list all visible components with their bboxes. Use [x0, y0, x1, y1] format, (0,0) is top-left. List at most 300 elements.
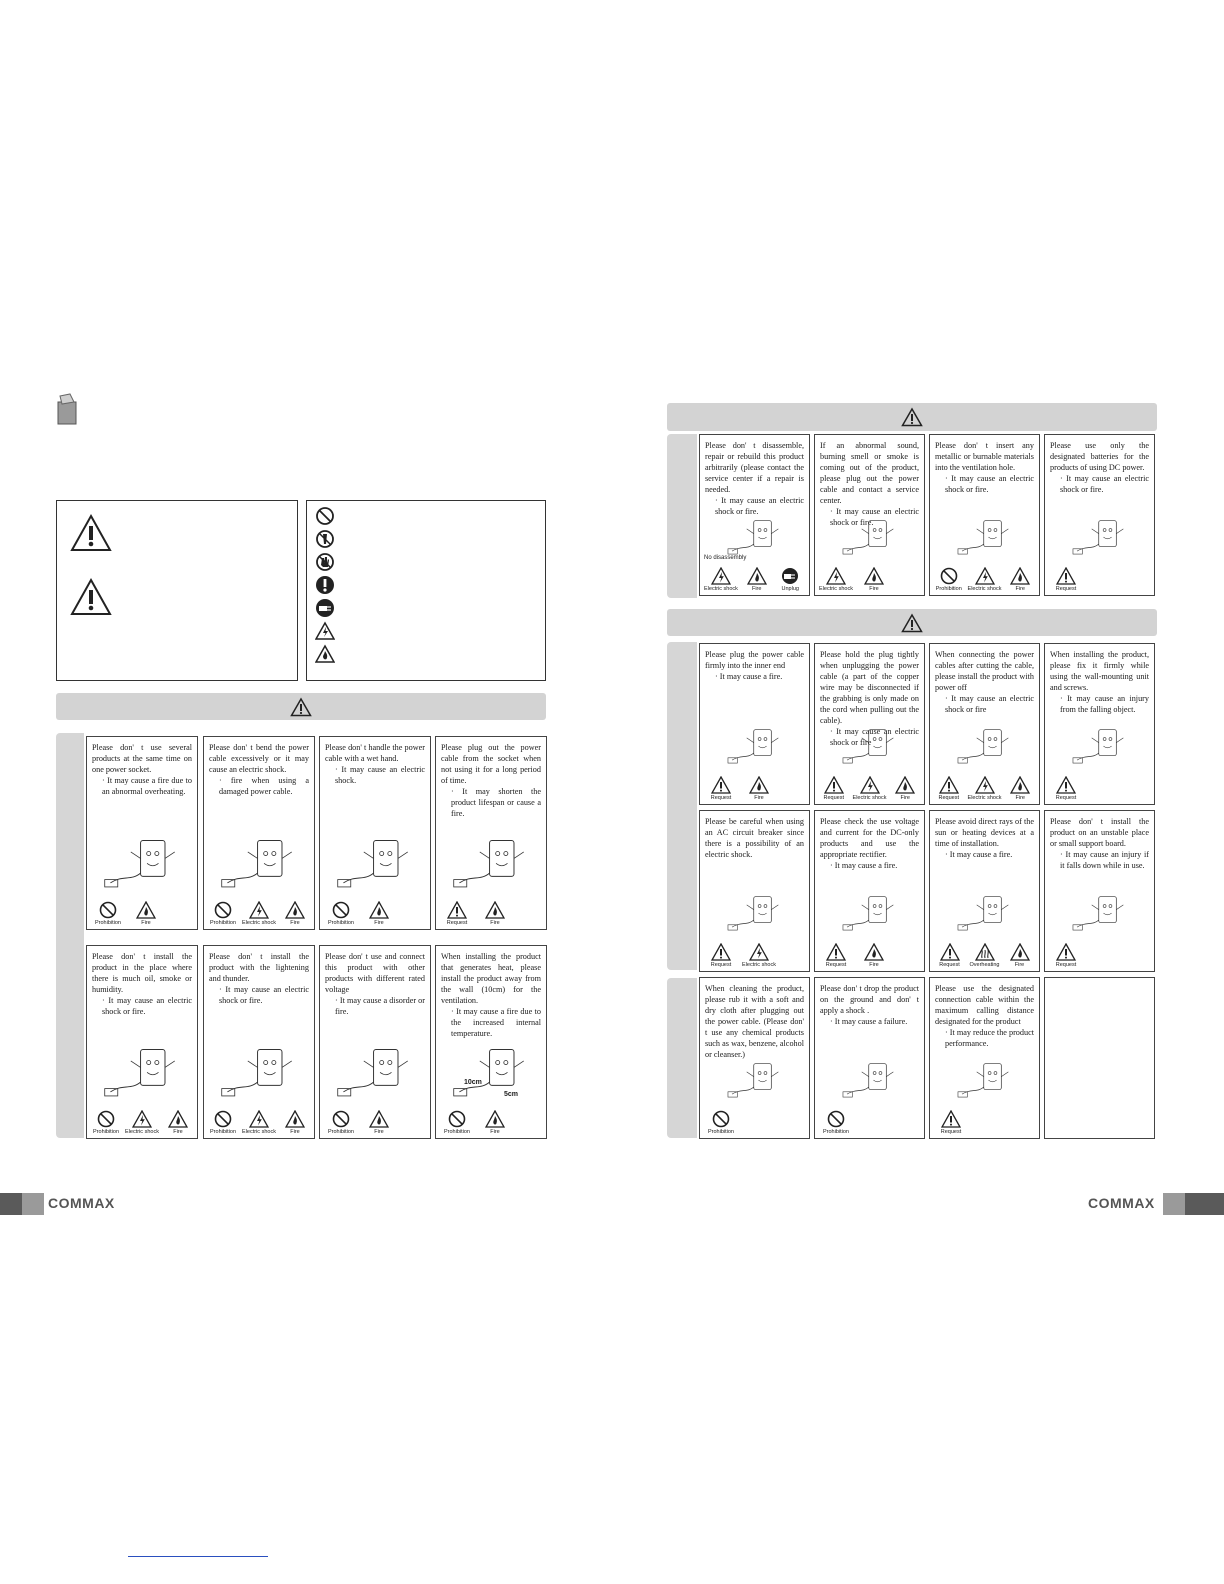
hazard-icons-row — [704, 1107, 805, 1135]
panel-text — [705, 983, 804, 1060]
panel-instruction: When installing the product that generates heat, please install the product away from the wall (10cm) for the ventilation. — [441, 952, 541, 1005]
panel-consequence: · It may cause an electric shock or fire. — [102, 996, 192, 1016]
fire-hazard — [280, 901, 310, 926]
warning-triangle-icon — [901, 407, 923, 427]
safety-panel — [1044, 434, 1155, 596]
panel-instruction: Please don' t handle the power cable with a wet hand. — [325, 743, 425, 763]
icon-label: Request — [1055, 586, 1077, 592]
icon-label: Fire — [490, 1129, 500, 1135]
icon-label: Fire — [869, 962, 879, 968]
right-footer-bar-light — [1163, 1193, 1185, 1215]
electric-shock-hazard — [242, 901, 276, 926]
safety-panel — [86, 945, 198, 1139]
request-hazard — [440, 901, 474, 926]
panel-text — [705, 816, 804, 860]
distance-label: 10cm — [464, 1079, 482, 1086]
fire-icon — [485, 901, 505, 919]
icon-label: Prohibition — [328, 1129, 354, 1135]
left-footer-bar — [0, 1193, 22, 1215]
panel-illustration — [940, 1059, 1031, 1100]
icon-label: Electric shock — [819, 586, 853, 592]
safety-panel — [699, 434, 810, 596]
hazard-icons-row — [934, 940, 1035, 968]
symbol-legend-box — [306, 500, 546, 681]
panel-consequence: · It may cause an electric shock. — [335, 765, 425, 785]
panel-illustration — [214, 834, 306, 891]
panel-instruction: When installing the product, please fix it firmly while using the wall-mounting unit and screws. — [1050, 650, 1149, 692]
fire-hazard — [362, 901, 396, 926]
panel-consequence: · It may cause a fire due to the increased internal temperature. — [451, 1007, 541, 1038]
no-touch-symbol-icon — [315, 552, 335, 572]
panel-instruction: Please don' t install the product with the lightening and thunder. — [209, 952, 309, 983]
prohibition-hazard — [91, 901, 125, 926]
panel-text — [705, 649, 804, 682]
request-icon — [824, 776, 844, 794]
hazard-icons-row — [1049, 564, 1150, 592]
prohibition-icon — [96, 1110, 116, 1128]
request-hazard — [1049, 943, 1083, 968]
icon-label: Fire — [490, 920, 500, 926]
safety-panel — [435, 945, 547, 1139]
safety-panel — [1044, 977, 1155, 1139]
right-caution-tab — [667, 642, 697, 970]
panel-consequence: · It may cause an electric shock or fire. — [830, 507, 919, 527]
fire-icon — [747, 567, 767, 585]
prohibition-hazard — [208, 901, 238, 926]
icon-label: Prohibition — [210, 920, 237, 926]
panel-instruction: Please don' t install the product in the place where there is much oil, smoke or humidity. — [92, 952, 192, 994]
fire-icon — [749, 776, 769, 794]
icon-label: Fire — [869, 586, 879, 592]
prohibition-icon — [213, 1110, 233, 1128]
request-icon — [711, 943, 731, 961]
fire-hazard — [129, 901, 163, 926]
panel-illustration — [825, 892, 916, 933]
hazard-icons-row — [440, 898, 542, 926]
hazard-icons-row — [324, 898, 426, 926]
fire-hazard — [742, 776, 776, 801]
electric-shock-hazard — [968, 776, 1002, 801]
illustration-label: No disassembly — [704, 555, 747, 561]
hazard-icons-row — [91, 1107, 193, 1135]
hazard-icons-row — [819, 564, 920, 592]
panel-consequence: · It may cause a fire due to an abnormal overheating. — [102, 776, 192, 796]
panel-illustration — [710, 516, 801, 557]
panel-instruction: Please don' t use and connect this product with other products with different rated voltage — [325, 952, 425, 994]
hazard-icons-row — [324, 1107, 426, 1135]
panel-instruction: Please hold the plug tightly when unplugging the power cable (a part of the copper wire may be disconnected if the grabbing is only made on the cord when pulling out the cable). — [820, 650, 919, 725]
safety-panel — [929, 643, 1040, 805]
hazard-icons-row — [704, 564, 805, 592]
icon-label: Request — [940, 1129, 962, 1135]
unplug-hazard — [775, 567, 805, 592]
right-caution-tab-2 — [667, 978, 697, 1138]
panel-instruction: Please don' t drop the product on the ground and don' t apply a shock . — [820, 984, 919, 1015]
safety-panel — [929, 434, 1040, 596]
prohibition-icon — [331, 1110, 351, 1128]
icon-label: Fire — [900, 795, 910, 801]
hazard-icons-row — [934, 773, 1035, 801]
hazard-icons-row — [934, 564, 1035, 592]
panel-illustration — [330, 834, 422, 891]
request-hazard — [934, 776, 964, 801]
warning-header-bar — [667, 403, 1157, 431]
left-footer-bar-light — [22, 1193, 44, 1215]
fire-icon — [369, 901, 389, 919]
panel-illustration — [825, 725, 916, 766]
caution-header-bar-right — [667, 609, 1157, 636]
fire-icon — [1010, 943, 1030, 961]
request-hazard — [704, 943, 738, 968]
panel-text — [92, 951, 192, 1017]
electric-shock-hazard — [125, 1110, 159, 1135]
hazard-icons-row — [704, 773, 805, 801]
fire-hazard — [890, 776, 920, 801]
panel-illustration — [97, 1043, 189, 1100]
fire-hazard — [1004, 943, 1035, 968]
request-icon — [940, 943, 960, 961]
electric-shock-icon — [975, 567, 995, 585]
request-icon — [1056, 943, 1076, 961]
request-icon — [1056, 776, 1076, 794]
overheating-icon — [975, 943, 995, 961]
hazard-icons-row — [934, 1107, 1035, 1135]
safety-panel — [435, 736, 547, 930]
fire-icon — [168, 1110, 188, 1128]
safety-panel — [929, 977, 1040, 1139]
icon-label: Fire — [374, 920, 384, 926]
prohibition-hazard — [704, 1110, 738, 1135]
panel-illustration — [825, 1059, 916, 1100]
panel-illustration — [940, 725, 1031, 766]
fire-hazard — [857, 943, 891, 968]
fire-symbol-icon — [315, 644, 335, 664]
safety-panel — [319, 736, 431, 930]
icon-label: Fire — [290, 1129, 300, 1135]
panel-instruction: Please don' t insert any metallic or burnable materials into the ventilation hole. — [935, 441, 1034, 472]
panel-illustration — [940, 516, 1031, 557]
request-hazard — [934, 943, 965, 968]
icon-label: Electric shock — [242, 1129, 276, 1135]
icon-label: Fire — [751, 586, 762, 592]
prohibition-icon — [98, 901, 118, 919]
panel-illustration — [940, 892, 1031, 933]
prohibition-hazard — [819, 1110, 853, 1135]
warning-legend-box — [56, 500, 298, 681]
panel-text — [935, 440, 1034, 495]
panel-text — [1050, 440, 1149, 495]
distance-label: 5cm — [503, 1091, 518, 1098]
electric-shock-symbol-icon — [315, 621, 335, 641]
icon-label: Fire — [141, 920, 151, 926]
prohibition-hazard — [208, 1110, 238, 1135]
fire-hazard — [478, 1110, 512, 1135]
request-hazard — [934, 1110, 968, 1135]
panel-instruction: Please be careful when using an AC circuit breaker since there is a possibility of an electric shock. — [705, 817, 804, 859]
fire-hazard — [1005, 567, 1035, 592]
panel-instruction: When cleaning the product, please rub it with a soft and dry cloth after plugging out the power cable. (Please don' t use any chemical products such as wax, benzene, alcohol or cleanser.) — [705, 984, 804, 1059]
panel-instruction: Please plug the power cable firmly into the inner end — [705, 650, 804, 670]
icon-label: Electric shock — [967, 586, 1002, 592]
panel-consequence: · It may cause an injury if it falls down while in use. — [1060, 850, 1149, 870]
panel-illustration — [825, 516, 916, 557]
hazard-icons-row — [440, 1107, 542, 1135]
panel-text — [209, 951, 309, 1006]
prohibition-symbol-icon — [315, 506, 335, 526]
hazard-icons-row — [819, 1107, 920, 1135]
panel-illustration — [446, 1043, 538, 1100]
panel-instruction: Please use the designated connection cable within the maximum calling distance designated for the product — [935, 984, 1034, 1026]
electric-shock-icon — [249, 901, 269, 919]
hazard-icons-row — [208, 898, 310, 926]
caution-triangle-icon — [69, 577, 113, 617]
hazard-icons-row — [819, 940, 920, 968]
icon-label: Electric shock — [967, 795, 1002, 801]
caution-triangle-icon — [901, 613, 923, 633]
panel-illustration — [1055, 892, 1146, 933]
icon-label: Prohibition — [210, 1129, 237, 1135]
prohibition-hazard — [324, 901, 358, 926]
prohibition-icon — [939, 567, 959, 585]
panel-consequence: · It may cause an electric shock or fire. — [1060, 474, 1149, 494]
request-icon — [711, 776, 731, 794]
icon-label: Electric shock — [125, 1129, 159, 1135]
panel-instruction: Please don' t install the product on an unstable place or small support board. — [1050, 817, 1149, 848]
fire-icon — [485, 1110, 505, 1128]
brand-logo-right: COMMAX — [1088, 1195, 1155, 1211]
safety-panel — [203, 736, 315, 930]
hazard-icons-row — [1049, 940, 1150, 968]
request-hazard — [819, 943, 853, 968]
prohibition-icon — [826, 1110, 846, 1128]
electric-shock-icon — [860, 776, 880, 794]
icon-label: Prohibition — [444, 1129, 470, 1135]
panel-consequence: · It may cause an electric shock or fire. — [219, 985, 309, 1005]
panel-illustration — [1055, 725, 1146, 766]
caution-triangle-icon — [290, 697, 312, 717]
panel-illustration — [330, 1043, 422, 1100]
hazard-icons-row — [819, 773, 920, 801]
panel-consequence: · It may reduce the product performance. — [945, 1028, 1034, 1048]
fire-hazard — [362, 1110, 396, 1135]
electric-shock-hazard — [853, 776, 887, 801]
electric-shock-icon — [249, 1110, 269, 1128]
panel-illustration — [710, 725, 801, 766]
panel-illustration — [446, 834, 538, 891]
panel-consequence: · fire when using a damaged power cable. — [219, 776, 309, 796]
icon-label: Electric shock — [704, 586, 738, 592]
safety-panel — [86, 736, 198, 930]
icon-label: Request — [938, 795, 960, 801]
request-icon — [941, 1110, 961, 1128]
safety-panel — [699, 810, 810, 972]
left-section-tab — [56, 733, 84, 1138]
panel-text — [1050, 649, 1149, 715]
icon-label: Electric shock — [242, 920, 276, 926]
electric-shock-hazard — [968, 567, 1002, 592]
icon-label: Request — [1055, 795, 1077, 801]
panel-instruction: Please avoid direct rays of the sun or heating devices at a time of installation. — [935, 817, 1034, 848]
electric-shock-hazard — [704, 567, 738, 592]
safety-panel — [203, 945, 315, 1139]
hazard-icons-row — [704, 940, 805, 968]
fire-icon — [895, 776, 915, 794]
icon-label: Prohibition — [95, 920, 121, 926]
panel-illustration — [710, 1059, 801, 1100]
note-paper-icon — [54, 392, 80, 426]
safety-panel — [699, 643, 810, 805]
icon-label: Request — [446, 920, 468, 926]
safety-panel — [319, 945, 431, 1139]
panel-instruction: If an abnormal sound, burning smell or smoke is coming out of the product, please plug out the power cable and contact a service center. — [820, 441, 919, 505]
safety-panel — [814, 977, 925, 1139]
panel-consequence: · It may shorten the product lifespan or cause a fire. — [451, 787, 541, 818]
electric-shock-hazard — [819, 567, 853, 592]
icon-label: Fire — [173, 1129, 183, 1135]
icon-label: Request — [939, 962, 960, 968]
request-icon — [826, 943, 846, 961]
prohibition-icon — [213, 901, 233, 919]
hazard-icons-row — [208, 1107, 310, 1135]
icon-label: Unplug — [781, 586, 799, 592]
panel-illustration — [214, 1043, 306, 1100]
panel-illustration — [1055, 516, 1146, 557]
prohibition-hazard — [91, 1110, 121, 1135]
safety-panel — [699, 977, 810, 1139]
safety-panel — [814, 434, 925, 596]
panel-instruction: Please don' t disassemble, repair or rebuild this product arbitrarily (please contact the service center if a repair is needed. — [705, 441, 804, 494]
panel-illustration — [710, 892, 801, 933]
panel-text — [92, 742, 192, 797]
panel-consequence: · It may cause a failure. — [830, 1017, 908, 1026]
panel-text — [820, 440, 919, 528]
panel-illustration — [97, 834, 189, 891]
safety-panel — [814, 810, 925, 972]
request-hazard — [704, 776, 738, 801]
fire-hazard — [742, 567, 772, 592]
request-hazard — [819, 776, 849, 801]
panel-text — [441, 742, 541, 819]
prohibition-hazard — [934, 567, 964, 592]
fire-icon — [285, 1110, 305, 1128]
panel-text — [209, 742, 309, 797]
right-footer-bar — [1185, 1193, 1224, 1215]
fire-hazard — [857, 567, 891, 592]
electric-shock-icon — [711, 567, 731, 585]
icon-label: Prohibition — [93, 1129, 120, 1135]
fire-icon — [369, 1110, 389, 1128]
prohibition-hazard — [440, 1110, 474, 1135]
hazard-icons-row — [1049, 773, 1150, 801]
request-icon — [1056, 567, 1076, 585]
hazard-icons-row — [91, 898, 193, 926]
electric-shock-icon — [132, 1110, 152, 1128]
panel-consequence: · It may cause a fire. — [715, 672, 783, 681]
no-disassembly-symbol-icon — [315, 529, 335, 549]
icon-label: Prohibition — [935, 586, 962, 592]
footer-underline — [128, 1556, 268, 1557]
request-icon — [447, 901, 467, 919]
panel-instruction: Please plug out the power cable from the socket when not using it for a long period of time. — [441, 743, 541, 785]
icon-label: Request — [823, 795, 845, 801]
panel-text — [705, 440, 804, 517]
safety-panel — [1044, 810, 1155, 972]
fire-icon — [285, 901, 305, 919]
warning-triangle-icon — [69, 513, 113, 553]
request-hazard — [1049, 776, 1083, 801]
icon-label: Request — [825, 962, 847, 968]
panel-instruction: Please don' t bend the power cable excessively or it may cause an electric shock. — [209, 743, 309, 774]
brand-logo-left: COMMAX — [48, 1195, 115, 1211]
icon-label: Fire — [754, 795, 764, 801]
panel-consequence: · It may cause an electric shock or fire. — [715, 496, 804, 516]
icon-label: Prohibition — [328, 920, 354, 926]
panel-text — [935, 816, 1034, 860]
panel-consequence: · It may cause an injury from the falling object. — [1060, 694, 1149, 714]
panel-instruction: When connecting the power cables after cutting the cable, please install the product with power off — [935, 650, 1034, 692]
panel-text — [441, 951, 541, 1039]
prohibition-hazard — [324, 1110, 358, 1135]
icon-label: Request — [1055, 962, 1077, 968]
panel-text — [325, 742, 425, 786]
electric-shock-icon — [975, 776, 995, 794]
prohibition-icon — [331, 901, 351, 919]
icon-label: Overheating — [969, 962, 1000, 968]
unplug-icon — [780, 567, 800, 585]
icon-label: Fire — [374, 1129, 384, 1135]
panel-consequence: · It may cause an electric shock or fire — [830, 727, 919, 747]
panel-instruction: Please don' t use several products at the same time on one power socket. — [92, 743, 192, 774]
panel-text — [820, 983, 919, 1027]
panel-consequence: · It may cause an electric shock or fire. — [945, 474, 1034, 494]
caution-header-bar — [56, 693, 546, 720]
prohibition-icon — [711, 1110, 731, 1128]
safety-panel — [1044, 643, 1155, 805]
panel-instruction: Please use only the designated batteries for the products of using DC power. — [1050, 441, 1149, 472]
icon-label: Fire — [1015, 586, 1025, 592]
safety-panel — [814, 643, 925, 805]
request-icon — [939, 776, 959, 794]
fire-hazard — [1005, 776, 1035, 801]
icon-label: Fire — [1014, 962, 1025, 968]
panel-text — [325, 951, 425, 1017]
panel-text — [820, 816, 919, 871]
right-warning-tab — [667, 434, 697, 598]
fire-icon — [136, 901, 156, 919]
icon-label: Electric shock — [852, 795, 887, 801]
icon-label: Electric shock — [742, 962, 776, 968]
panel-text — [935, 649, 1034, 715]
electric-shock-icon — [749, 943, 769, 961]
fire-hazard — [478, 901, 512, 926]
panel-text — [1050, 816, 1149, 871]
fire-hazard — [163, 1110, 193, 1135]
unplug-symbol-icon — [315, 598, 335, 618]
safety-panel — [929, 810, 1040, 972]
fire-icon — [1010, 776, 1030, 794]
electric-shock-hazard — [742, 943, 776, 968]
panel-instruction: Please check the use voltage and current for the DC-only products and use the appropriate rectifier. — [820, 817, 919, 859]
electric-shock-hazard — [242, 1110, 276, 1135]
panel-text — [935, 983, 1034, 1049]
icon-label: Fire — [1015, 795, 1025, 801]
overheating-hazard — [969, 943, 1000, 968]
panel-consequence: · It may cause a disorder or fire. — [335, 996, 425, 1016]
electric-shock-icon — [826, 567, 846, 585]
icon-label: Prohibition — [708, 1129, 734, 1135]
fire-hazard — [280, 1110, 310, 1135]
mandatory-symbol-icon — [315, 575, 335, 595]
